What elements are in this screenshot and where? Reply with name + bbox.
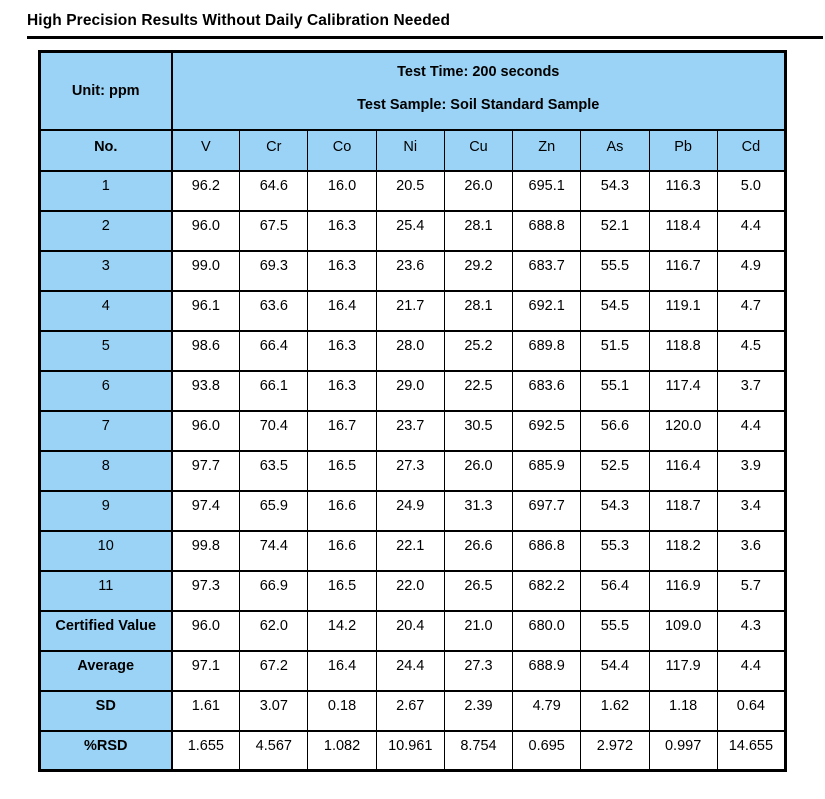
data-cell: 688.8 <box>513 211 581 251</box>
row-label: SD <box>40 691 172 731</box>
column-header-row <box>40 130 786 171</box>
row-label: %RSD <box>40 731 172 771</box>
row-label: 8 <box>40 451 172 491</box>
data-cell: 96.0 <box>172 611 240 651</box>
data-cell: 56.6 <box>581 411 649 451</box>
table-row <box>40 331 786 371</box>
data-cell: 20.4 <box>376 611 444 651</box>
data-cell: 16.4 <box>308 291 376 331</box>
column-header-no: No. <box>40 130 172 171</box>
data-cell: 16.7 <box>308 411 376 451</box>
data-cell: 118.2 <box>649 531 717 571</box>
data-cell: 117.9 <box>649 651 717 691</box>
data-cell: 23.6 <box>376 251 444 291</box>
results-table <box>38 50 787 772</box>
data-cell: 3.4 <box>717 491 785 531</box>
data-cell: 3.07 <box>240 691 308 731</box>
data-cell: 1.082 <box>308 731 376 771</box>
data-cell: 116.3 <box>649 171 717 211</box>
data-cell: 688.9 <box>513 651 581 691</box>
data-cell: 62.0 <box>240 611 308 651</box>
data-cell: 22.0 <box>376 571 444 611</box>
data-cell: 16.4 <box>308 651 376 691</box>
table-row <box>40 651 786 691</box>
test-time-label: Test Time: 200 seconds <box>397 64 560 80</box>
column-header-cd: Cd <box>717 130 785 171</box>
data-cell: 2.39 <box>444 691 512 731</box>
data-cell: 55.1 <box>581 371 649 411</box>
data-cell: 16.3 <box>308 371 376 411</box>
column-header-v: V <box>172 130 240 171</box>
data-cell: 0.64 <box>717 691 785 731</box>
data-cell: 16.3 <box>308 331 376 371</box>
data-cell: 22.5 <box>444 371 512 411</box>
data-cell: 1.18 <box>649 691 717 731</box>
data-cell: 0.997 <box>649 731 717 771</box>
data-cell: 25.4 <box>376 211 444 251</box>
data-cell: 16.3 <box>308 251 376 291</box>
row-label: 4 <box>40 291 172 331</box>
table-row <box>40 731 786 771</box>
test-info-cell <box>172 52 786 130</box>
data-cell: 22.1 <box>376 531 444 571</box>
data-cell: 26.0 <box>444 171 512 211</box>
row-label: 3 <box>40 251 172 291</box>
data-cell: 26.5 <box>444 571 512 611</box>
data-cell: 10.961 <box>376 731 444 771</box>
table-row <box>40 411 786 451</box>
column-header-pb: Pb <box>649 130 717 171</box>
column-header-zn: Zn <box>513 130 581 171</box>
data-cell: 692.1 <box>513 291 581 331</box>
data-cell: 117.4 <box>649 371 717 411</box>
table-row <box>40 251 786 291</box>
data-cell: 55.5 <box>581 611 649 651</box>
data-cell: 70.4 <box>240 411 308 451</box>
data-cell: 14.2 <box>308 611 376 651</box>
table-body <box>40 171 786 771</box>
test-sample-label: Test Sample: Soil Standard Sample <box>357 97 600 113</box>
data-cell: 66.1 <box>240 371 308 411</box>
data-cell: 96.1 <box>172 291 240 331</box>
data-cell: 683.7 <box>513 251 581 291</box>
data-cell: 118.7 <box>649 491 717 531</box>
data-cell: 680.0 <box>513 611 581 651</box>
data-cell: 64.6 <box>240 171 308 211</box>
data-cell: 695.1 <box>513 171 581 211</box>
data-cell: 16.6 <box>308 491 376 531</box>
data-cell: 63.5 <box>240 451 308 491</box>
data-cell: 0.18 <box>308 691 376 731</box>
data-cell: 29.2 <box>444 251 512 291</box>
row-label: Certified Value <box>40 611 172 651</box>
data-cell: 31.3 <box>444 491 512 531</box>
data-cell: 4.9 <box>717 251 785 291</box>
column-header-as: As <box>581 130 649 171</box>
column-header-ni: Ni <box>376 130 444 171</box>
row-label: 10 <box>40 531 172 571</box>
data-cell: 93.8 <box>172 371 240 411</box>
data-cell: 55.3 <box>581 531 649 571</box>
data-cell: 97.7 <box>172 451 240 491</box>
data-cell: 27.3 <box>376 451 444 491</box>
data-cell: 5.0 <box>717 171 785 211</box>
data-cell: 66.9 <box>240 571 308 611</box>
data-cell: 692.5 <box>513 411 581 451</box>
data-cell: 4.4 <box>717 411 785 451</box>
data-cell: 116.9 <box>649 571 717 611</box>
data-cell: 16.5 <box>308 451 376 491</box>
data-cell: 14.655 <box>717 731 785 771</box>
page <box>0 12 825 772</box>
data-cell: 29.0 <box>376 371 444 411</box>
data-cell: 2.67 <box>376 691 444 731</box>
table-row <box>40 291 786 331</box>
data-cell: 21.0 <box>444 611 512 651</box>
data-cell: 23.7 <box>376 411 444 451</box>
data-cell: 109.0 <box>649 611 717 651</box>
data-cell: 54.4 <box>581 651 649 691</box>
data-cell: 3.6 <box>717 531 785 571</box>
data-cell: 686.8 <box>513 531 581 571</box>
data-cell: 21.7 <box>376 291 444 331</box>
column-header-co: Co <box>308 130 376 171</box>
data-cell: 55.5 <box>581 251 649 291</box>
table-row <box>40 371 786 411</box>
data-cell: 65.9 <box>240 491 308 531</box>
data-cell: 96.0 <box>172 411 240 451</box>
table-row <box>40 451 786 491</box>
data-cell: 1.655 <box>172 731 240 771</box>
unit-label: Unit: ppm <box>40 52 172 130</box>
data-cell: 56.4 <box>581 571 649 611</box>
data-cell: 682.2 <box>513 571 581 611</box>
data-cell: 28.1 <box>444 211 512 251</box>
data-cell: 30.5 <box>444 411 512 451</box>
data-cell: 685.9 <box>513 451 581 491</box>
data-cell: 98.6 <box>172 331 240 371</box>
column-header-cr: Cr <box>240 130 308 171</box>
data-cell: 97.3 <box>172 571 240 611</box>
data-cell: 118.8 <box>649 331 717 371</box>
data-cell: 74.4 <box>240 531 308 571</box>
row-label: 11 <box>40 571 172 611</box>
data-cell: 26.0 <box>444 451 512 491</box>
data-cell: 63.6 <box>240 291 308 331</box>
data-cell: 27.3 <box>444 651 512 691</box>
data-cell: 4.3 <box>717 611 785 651</box>
data-cell: 1.62 <box>581 691 649 731</box>
data-cell: 20.5 <box>376 171 444 211</box>
data-cell: 67.5 <box>240 211 308 251</box>
data-cell: 54.3 <box>581 171 649 211</box>
table-row <box>40 531 786 571</box>
page-title: High Precision Results Without Daily Calibration Needed <box>27 12 823 39</box>
data-cell: 697.7 <box>513 491 581 531</box>
data-cell: 119.1 <box>649 291 717 331</box>
data-cell: 118.4 <box>649 211 717 251</box>
data-cell: 69.3 <box>240 251 308 291</box>
data-cell: 26.6 <box>444 531 512 571</box>
row-label: 6 <box>40 371 172 411</box>
info-row <box>40 52 786 130</box>
data-cell: 16.3 <box>308 211 376 251</box>
data-cell: 0.695 <box>513 731 581 771</box>
data-cell: 51.5 <box>581 331 649 371</box>
data-cell: 5.7 <box>717 571 785 611</box>
data-cell: 3.7 <box>717 371 785 411</box>
data-cell: 4.567 <box>240 731 308 771</box>
data-cell: 3.9 <box>717 451 785 491</box>
data-cell: 97.1 <box>172 651 240 691</box>
data-cell: 99.8 <box>172 531 240 571</box>
table-row <box>40 571 786 611</box>
data-cell: 96.0 <box>172 211 240 251</box>
data-cell: 24.9 <box>376 491 444 531</box>
row-label: 9 <box>40 491 172 531</box>
data-cell: 54.5 <box>581 291 649 331</box>
data-cell: 16.5 <box>308 571 376 611</box>
data-cell: 54.3 <box>581 491 649 531</box>
data-cell: 52.5 <box>581 451 649 491</box>
data-cell: 689.8 <box>513 331 581 371</box>
data-cell: 99.0 <box>172 251 240 291</box>
data-cell: 67.2 <box>240 651 308 691</box>
data-cell: 120.0 <box>649 411 717 451</box>
data-cell: 683.6 <box>513 371 581 411</box>
table-row <box>40 491 786 531</box>
table-row <box>40 691 786 731</box>
data-cell: 25.2 <box>444 331 512 371</box>
data-cell: 1.61 <box>172 691 240 731</box>
data-cell: 52.1 <box>581 211 649 251</box>
row-label: 1 <box>40 171 172 211</box>
data-cell: 96.2 <box>172 171 240 211</box>
data-cell: 28.0 <box>376 331 444 371</box>
table-row <box>40 611 786 651</box>
row-label: 2 <box>40 211 172 251</box>
row-label: Average <box>40 651 172 691</box>
data-cell: 16.6 <box>308 531 376 571</box>
row-label: 5 <box>40 331 172 371</box>
data-cell: 66.4 <box>240 331 308 371</box>
data-cell: 4.4 <box>717 211 785 251</box>
data-cell: 4.7 <box>717 291 785 331</box>
data-cell: 4.79 <box>513 691 581 731</box>
data-cell: 8.754 <box>444 731 512 771</box>
data-cell: 4.5 <box>717 331 785 371</box>
data-cell: 97.4 <box>172 491 240 531</box>
data-cell: 4.4 <box>717 651 785 691</box>
table-row <box>40 211 786 251</box>
data-cell: 24.4 <box>376 651 444 691</box>
column-header-cu: Cu <box>444 130 512 171</box>
data-cell: 116.7 <box>649 251 717 291</box>
data-cell: 116.4 <box>649 451 717 491</box>
table-row <box>40 171 786 211</box>
data-cell: 16.0 <box>308 171 376 211</box>
data-cell: 2.972 <box>581 731 649 771</box>
row-label: 7 <box>40 411 172 451</box>
data-cell: 28.1 <box>444 291 512 331</box>
